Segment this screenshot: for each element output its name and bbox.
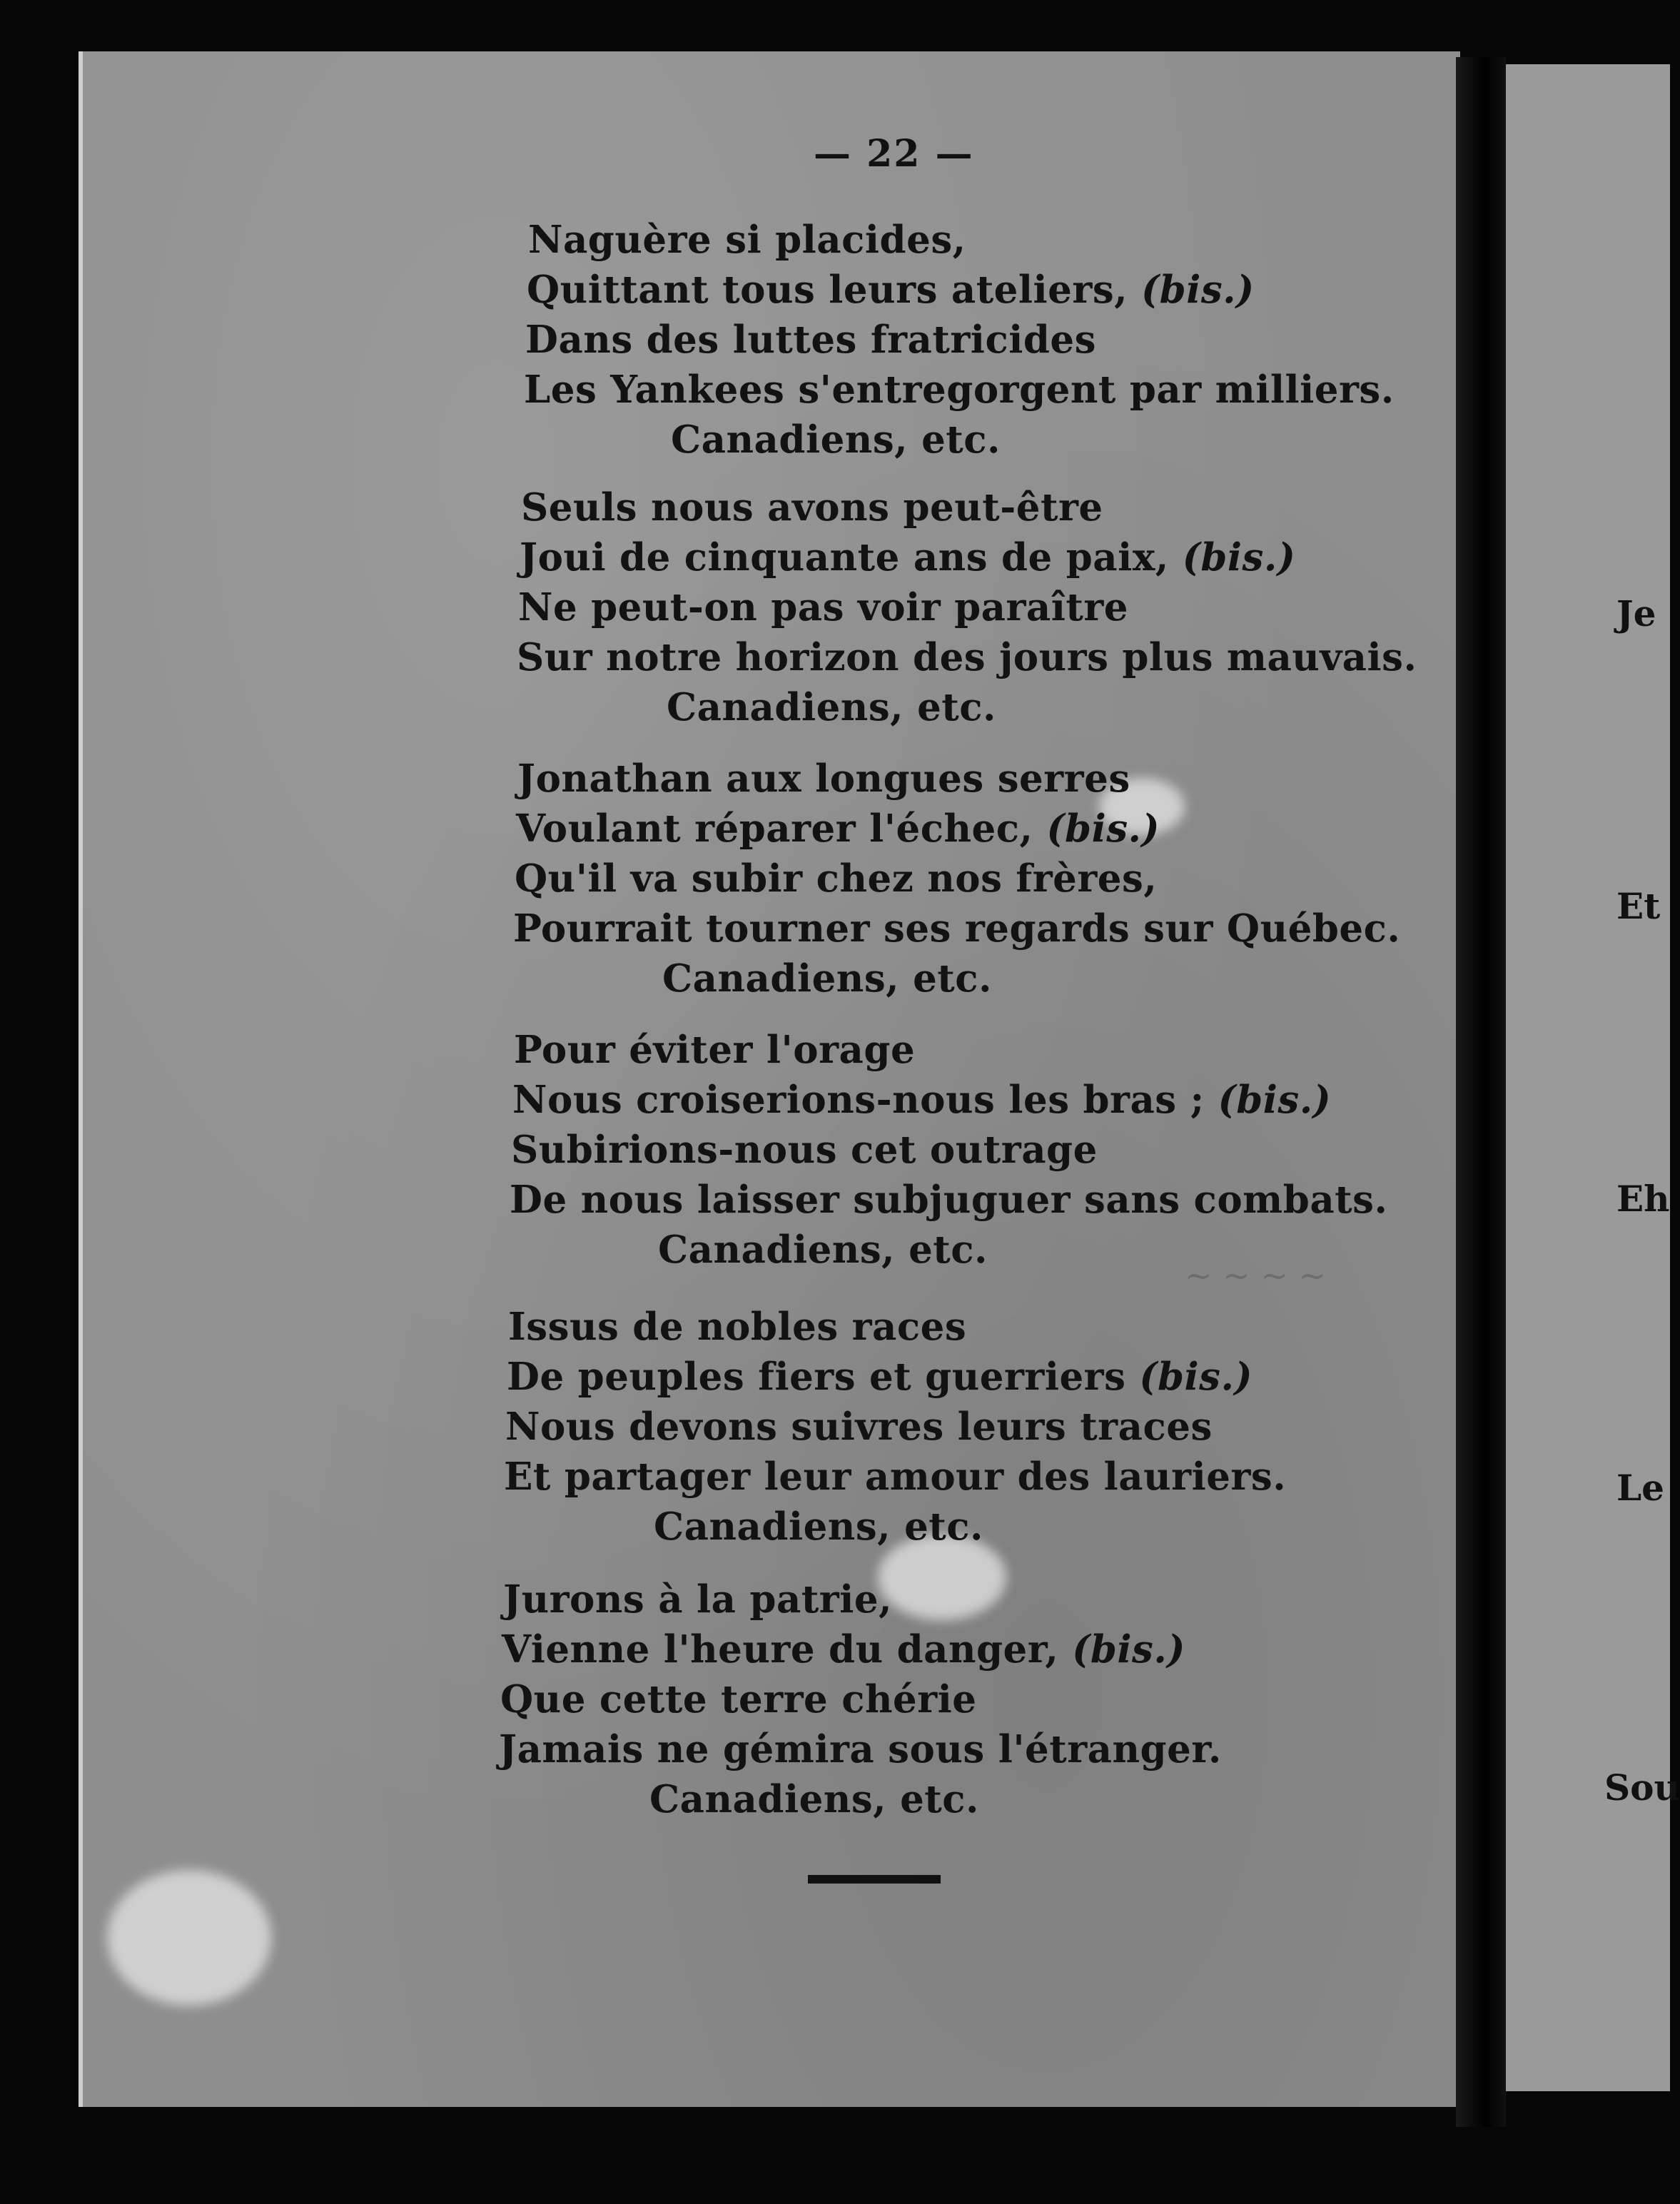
poem-line bbox=[511, 1128, 1098, 1172]
facing-page-fragment: Eh bbox=[1616, 1178, 1670, 1220]
poem-line-text: Naguère si placides, bbox=[528, 218, 966, 262]
end-rule bbox=[808, 1875, 941, 1884]
poem-line-text: Ne peut-on pas voir paraître bbox=[518, 585, 1129, 630]
poem-line-text: Qu'il va subir chez nos frères, bbox=[515, 856, 1158, 901]
poem-line-text: Nous devons suivres leurs traces bbox=[505, 1405, 1213, 1449]
book-gutter bbox=[1456, 57, 1506, 2127]
poem-line bbox=[504, 1455, 1286, 1499]
facing-page-fragment: Et bbox=[1616, 885, 1661, 927]
page-number: — 22 — bbox=[814, 132, 974, 176]
poem-line bbox=[520, 535, 1295, 580]
poem-line-text: Nous croiserions-nous les bras ; bbox=[512, 1078, 1218, 1122]
poem-line-text: Seuls nous avons peut-être bbox=[521, 485, 1103, 530]
poem-line-text: Que cette terre chérie bbox=[500, 1677, 977, 1722]
poem-line bbox=[517, 757, 1130, 801]
poem-line-text: Issus de nobles races bbox=[508, 1305, 967, 1349]
poem-line bbox=[527, 268, 1255, 312]
poem-line-text: Jamais ne gémira sous l'étranger. bbox=[499, 1727, 1222, 1771]
poem-line bbox=[502, 1627, 1185, 1672]
facing-page-fragment: Sou bbox=[1604, 1766, 1680, 1809]
poem-line bbox=[507, 1355, 1253, 1399]
poem-line-text: Les Yankees s'entregorgent par milliers. bbox=[524, 368, 1395, 412]
poem-line-text: Joui de cinquante ans de paix, bbox=[520, 535, 1183, 580]
bleed-through-text: ~ ~ ~ ~ bbox=[1185, 1256, 1327, 1295]
poem-line bbox=[508, 1305, 966, 1349]
refrain-line: Canadiens, etc. bbox=[649, 1777, 980, 1821]
poem-line bbox=[517, 635, 1417, 679]
refrain-line: Canadiens, etc. bbox=[667, 685, 997, 729]
paper-stain bbox=[107, 1870, 271, 2006]
bis-mark: (bis.) bbox=[1139, 1355, 1253, 1399]
refrain-line: Canadiens, etc. bbox=[671, 418, 1001, 462]
poem-line bbox=[503, 1577, 892, 1622]
poem-line-text: Vienne l'heure du danger, bbox=[502, 1627, 1073, 1672]
bis-mark: (bis.) bbox=[1072, 1627, 1185, 1672]
poem-line bbox=[525, 318, 1096, 362]
poem-line-text: Quittant tous leurs ateliers, bbox=[527, 268, 1142, 312]
poem-line bbox=[512, 1078, 1331, 1122]
poem-line bbox=[513, 906, 1400, 951]
poem-line bbox=[500, 1677, 977, 1722]
refrain-line: Canadiens, etc. bbox=[654, 1505, 984, 1549]
poem-line bbox=[518, 585, 1128, 630]
poem-line-text: De peuples fiers et guerriers bbox=[507, 1355, 1140, 1399]
poem-line-text: De nous laisser subjuguer sans combats. bbox=[510, 1178, 1388, 1222]
facing-page-fragment: Le bbox=[1616, 1467, 1664, 1509]
poem-line-text: Jonathan aux longues serres bbox=[517, 757, 1130, 801]
poem-line-text: Sur notre horizon des jours plus mauvais. bbox=[517, 635, 1417, 679]
bis-mark: (bis.) bbox=[1218, 1078, 1332, 1122]
poem-line bbox=[515, 856, 1157, 901]
poem-line bbox=[516, 807, 1160, 851]
bis-mark: (bis.) bbox=[1182, 535, 1296, 580]
poem-line-text: Pourrait tourner ses regards sur Québec. bbox=[513, 906, 1401, 951]
poem-line-text: Pour éviter l'orage bbox=[514, 1028, 916, 1072]
poem-line bbox=[499, 1727, 1222, 1771]
poem-line-text: Jurons à la patrie, bbox=[503, 1577, 893, 1622]
poem-line bbox=[510, 1178, 1387, 1222]
poem-line-text: Dans des luttes fratricides bbox=[525, 318, 1096, 362]
poem-line bbox=[524, 368, 1395, 412]
poem-line-text: Subirions-nous cet outrage bbox=[511, 1128, 1098, 1172]
poem-line-text: Et partager leur amour des lauriers. bbox=[504, 1455, 1287, 1499]
bis-mark: (bis.) bbox=[1046, 807, 1160, 851]
poem-line bbox=[521, 485, 1103, 530]
poem-line bbox=[505, 1405, 1213, 1449]
poem-line-text: Voulant réparer l'échec, bbox=[516, 807, 1047, 851]
poem-line bbox=[528, 218, 966, 262]
refrain-line: Canadiens, etc. bbox=[662, 956, 993, 1001]
poem-line bbox=[514, 1028, 915, 1072]
facing-page-fragment: Je bbox=[1616, 592, 1656, 635]
bis-mark: (bis.) bbox=[1141, 268, 1255, 312]
refrain-line: Canadiens, etc. bbox=[658, 1228, 988, 1272]
